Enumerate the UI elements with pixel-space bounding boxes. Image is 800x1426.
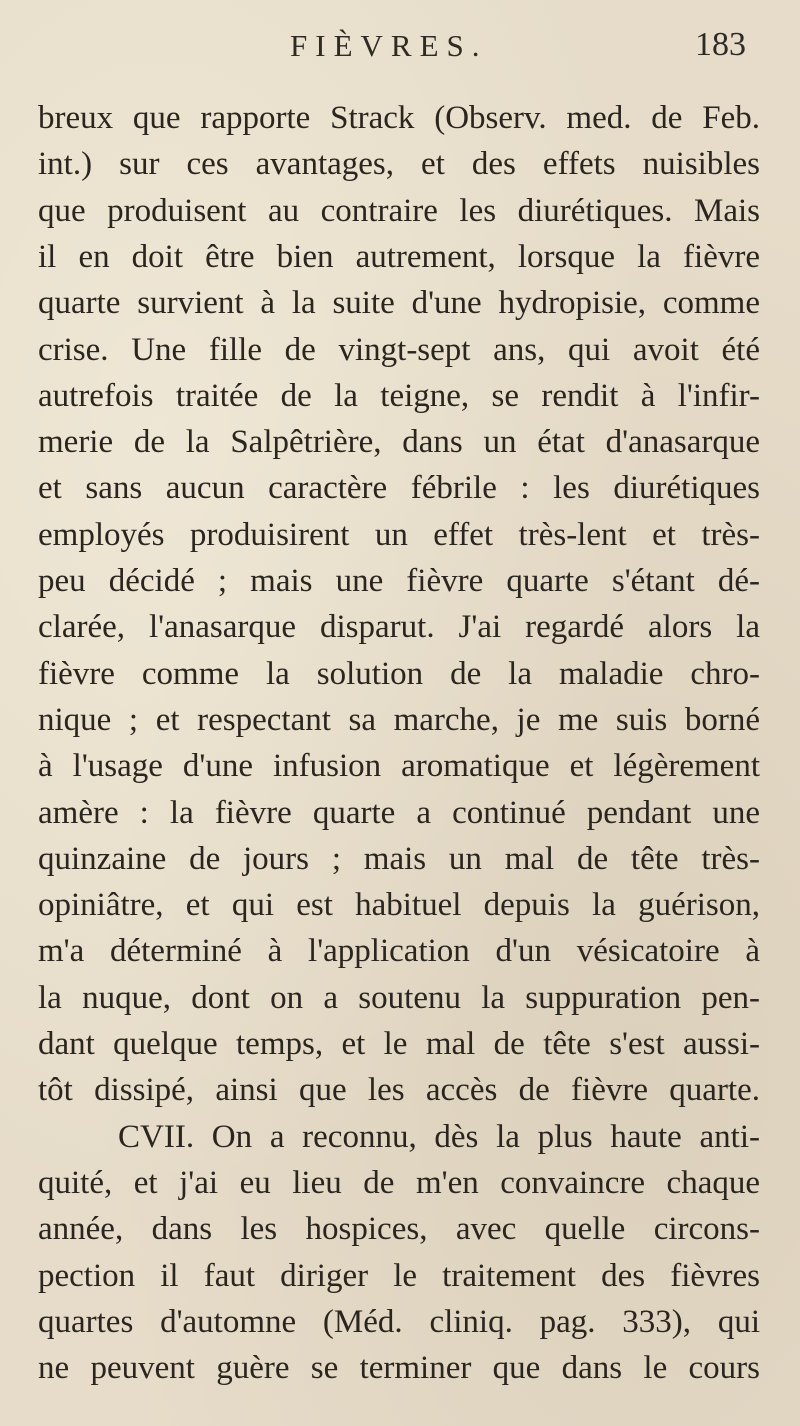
text-line: dant quelque temps, et le mal de tête s'est aussi- xyxy=(38,1026,760,1062)
text-line: il en doit être bien autrement, lorsque la fièvre xyxy=(38,239,760,275)
section-start-line: CVII. On a reconnu, dès la plus haute anti- xyxy=(118,1119,760,1155)
text-line: que produisent au contraire les diurétiques. Mais xyxy=(38,193,760,229)
text-line: quité, et j'ai eu lieu de m'en convaincre chaque xyxy=(38,1165,760,1201)
text-line: pection il faut diriger le traitement des fièvres xyxy=(38,1258,760,1294)
text-line: employés produisirent un effet très-lent et très- xyxy=(38,517,760,553)
text-line: nique ; et respectant sa marche, je me suis borné xyxy=(38,702,760,738)
text-line: opiniâtre, et qui est habituel depuis la guérison, xyxy=(38,887,760,923)
text-line: la nuque, dont on a soutenu la suppuration pen- xyxy=(38,980,760,1016)
text-line: clarée, l'anasarque disparut. J'ai regardé alors la xyxy=(38,609,760,645)
text-line: crise. Une fille de vingt-sept ans, qui avoit été xyxy=(38,332,760,368)
page-number: 183 xyxy=(695,26,746,63)
text-line: amère : la fièvre quarte a continué pendant une xyxy=(38,795,760,831)
text-line: merie de la Salpêtrière, dans un état d'anasarque xyxy=(38,424,760,460)
text-line: breux que rapporte Strack (Observ. med. de Feb. xyxy=(38,100,760,136)
text-line: peu décidé ; mais une fièvre quarte s'étant dé- xyxy=(38,563,760,599)
running-head xyxy=(0,10,800,70)
text-line: autrefois traitée de la teigne, se rendit à l'infir- xyxy=(38,378,760,414)
text-line: tôt dissipé, ainsi que les accès de fièvre quarte. xyxy=(38,1072,760,1108)
running-title: FIÈVRES. xyxy=(290,28,488,63)
text-line: et sans aucun caractère fébrile : les diurétiques xyxy=(38,470,760,506)
text-line: m'a déterminé à l'application d'un vésicatoire à xyxy=(38,933,760,969)
text-line: à l'usage d'une infusion aromatique et légèrement xyxy=(38,748,760,784)
text-line: quartes d'automne (Méd. cliniq. pag. 333), qui xyxy=(38,1304,760,1340)
text-line: int.) sur ces avantages, et des effets nuisibles xyxy=(38,146,760,182)
text-line: ne peuvent guère se terminer que dans le cours xyxy=(38,1350,760,1386)
text-line: fièvre comme la solution de la maladie chro- xyxy=(38,656,760,692)
text-line: année, dans les hospices, avec quelle circons- xyxy=(38,1211,760,1247)
text-line: quinzaine de jours ; mais un mal de tête très- xyxy=(38,841,760,877)
text-line: quarte survient à la suite d'une hydropisie, comme xyxy=(38,285,760,321)
